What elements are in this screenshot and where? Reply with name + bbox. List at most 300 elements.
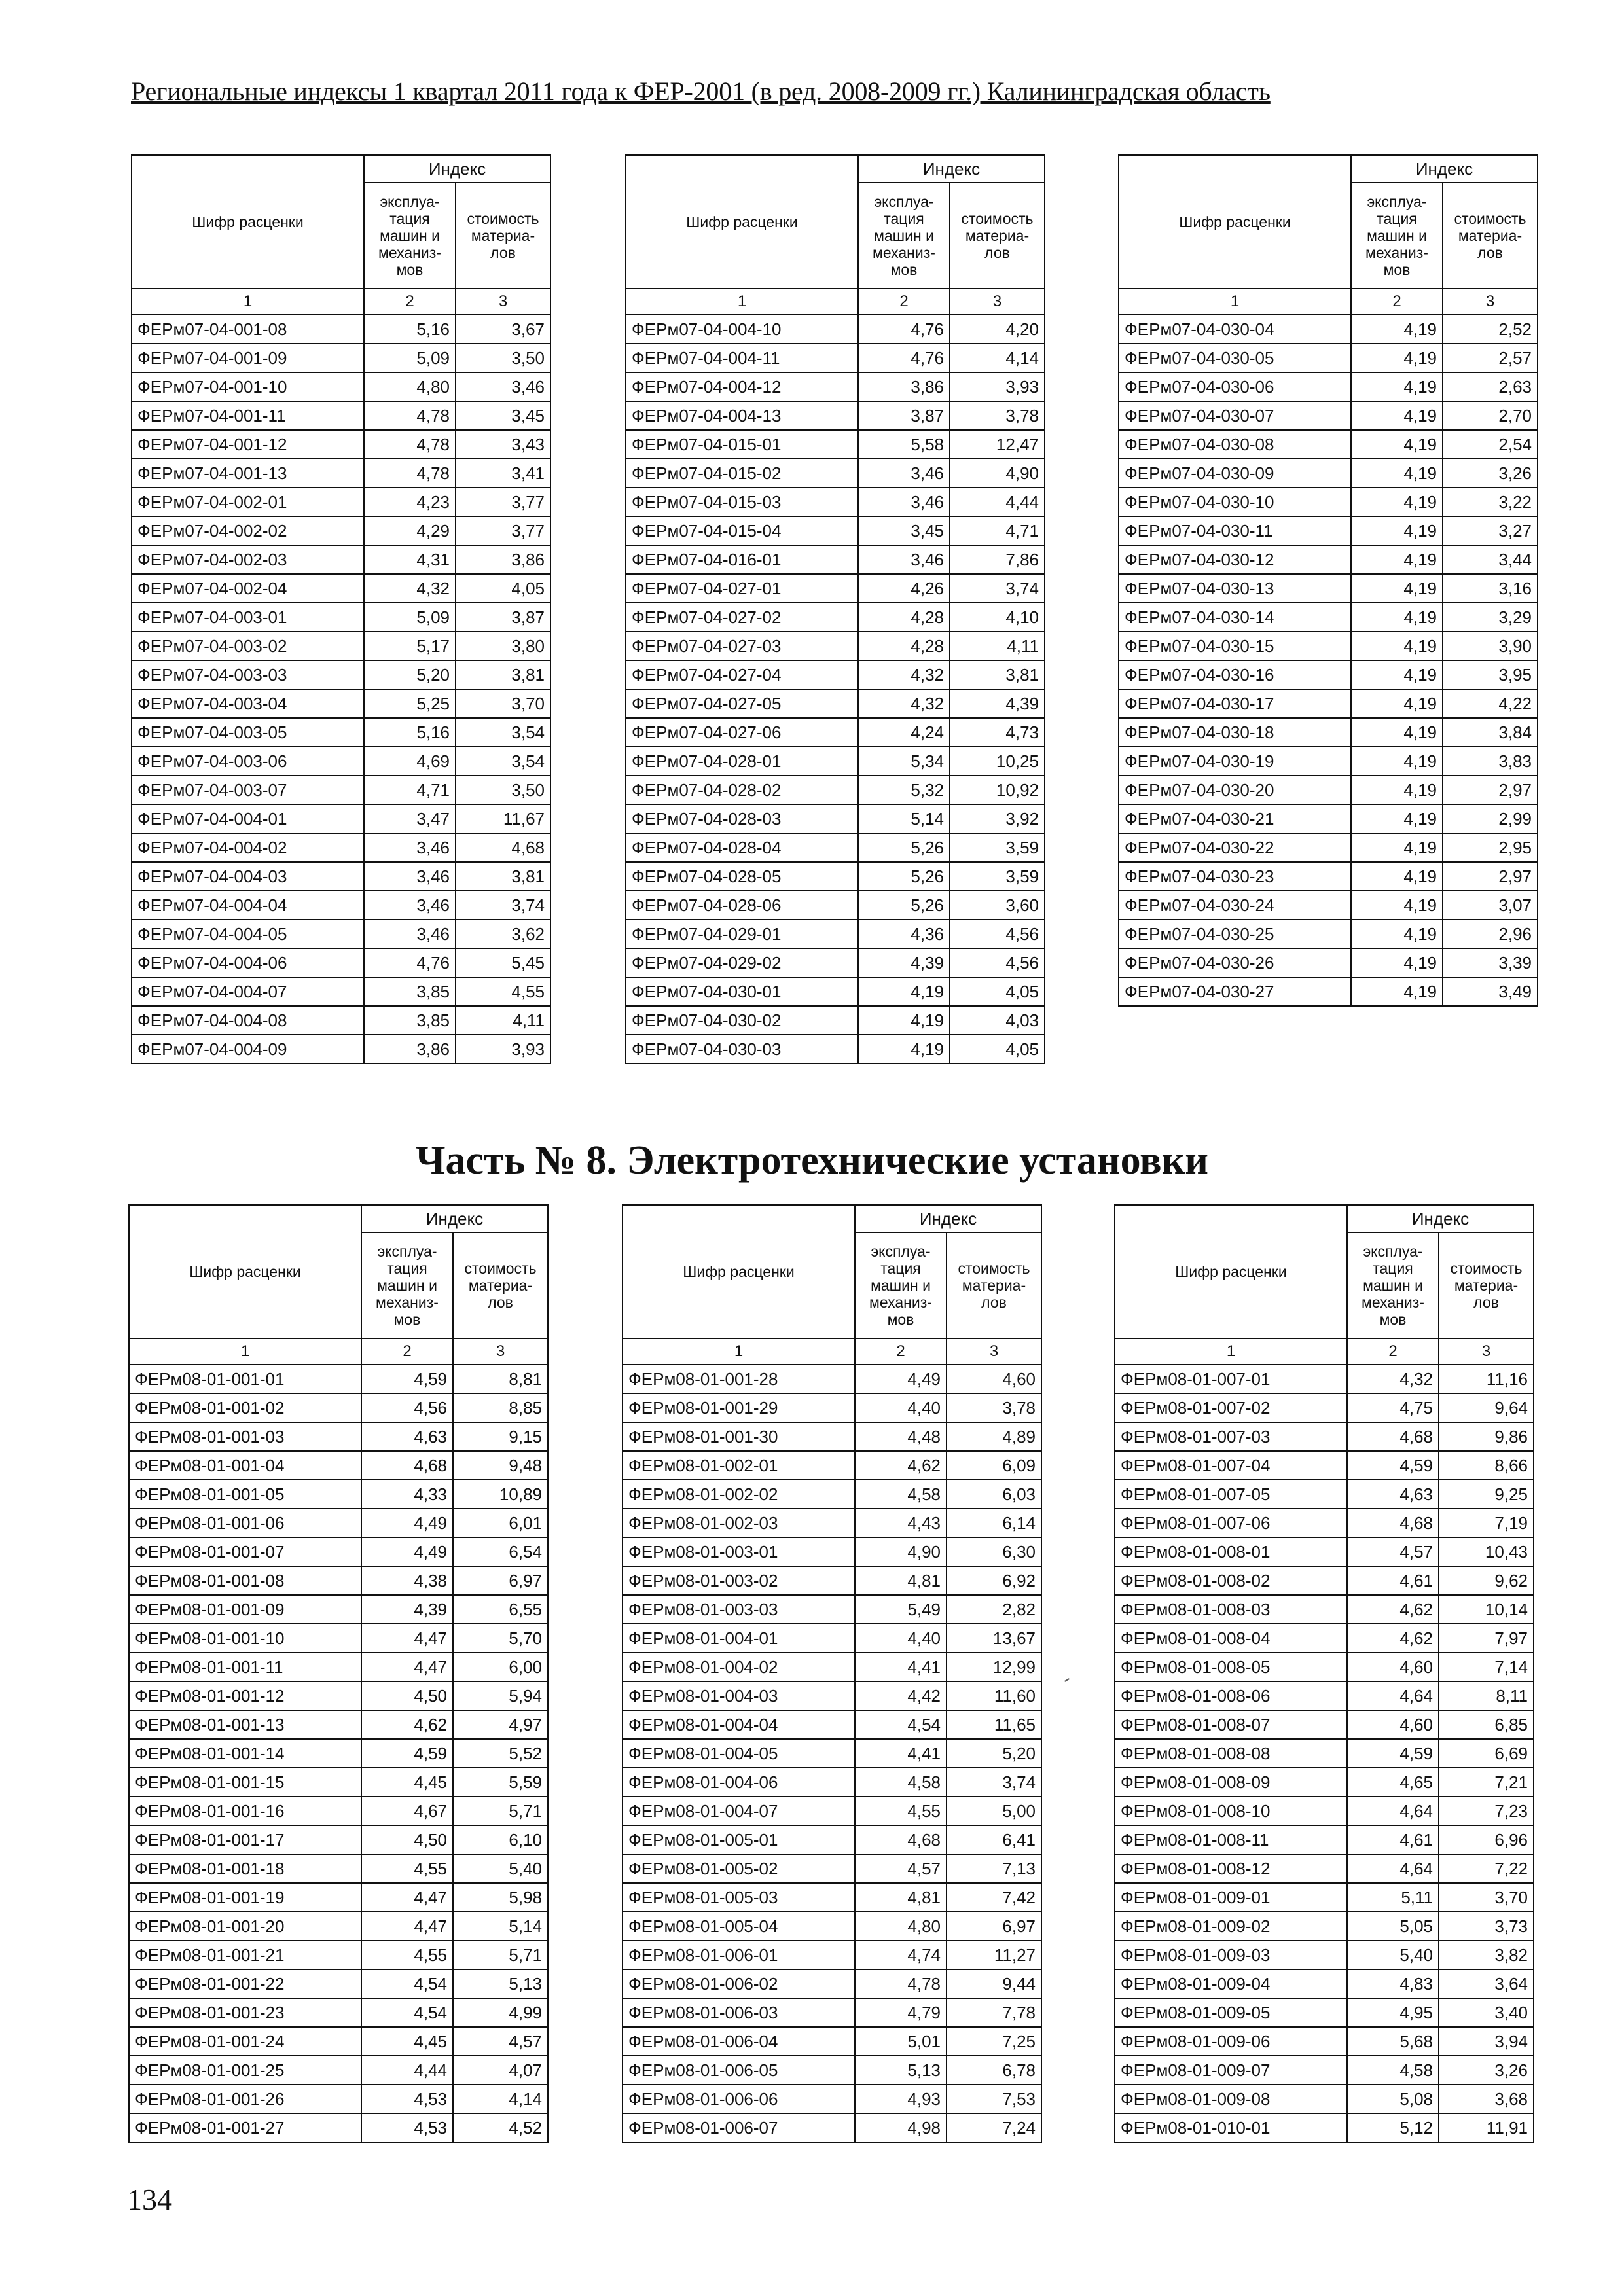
table-row xyxy=(626,920,1045,948)
materials-index: 2,97 xyxy=(1443,776,1538,804)
table-row xyxy=(626,718,1045,747)
rate-code: ФЕРм07-04-003-01 xyxy=(132,603,364,632)
materials-index: 11,65 xyxy=(947,1710,1041,1739)
table-row xyxy=(626,315,1045,344)
rate-code: ФЕРм08-01-007-02 xyxy=(1115,1393,1347,1422)
rate-code: ФЕРм07-04-002-01 xyxy=(132,488,364,516)
index-header: Индекс xyxy=(855,1205,1041,1232)
machines-index: 4,80 xyxy=(855,1912,947,1941)
machines-index: 4,47 xyxy=(361,1912,453,1941)
table-row xyxy=(1115,1595,1534,1624)
materials-index: 7,24 xyxy=(947,2113,1041,2142)
materials-index: 2,52 xyxy=(1443,315,1538,344)
rate-code: ФЕРм08-01-001-15 xyxy=(129,1768,361,1797)
table-row xyxy=(1115,2085,1534,2113)
machines-index: 4,45 xyxy=(361,1768,453,1797)
machines-index: 4,32 xyxy=(858,660,950,689)
table-row xyxy=(129,1941,548,1969)
header-row xyxy=(129,1205,548,1232)
table-row xyxy=(1115,1912,1534,1941)
machines-index: 3,46 xyxy=(858,545,950,574)
table-row xyxy=(1115,1653,1534,1681)
scan-mark xyxy=(1064,1678,1070,1682)
column-number: 2 xyxy=(1351,289,1443,315)
rate-code: ФЕРм07-04-030-12 xyxy=(1119,545,1351,574)
materials-index: 4,07 xyxy=(453,2056,548,2085)
rate-code: ФЕРм07-04-030-13 xyxy=(1119,574,1351,603)
rate-code: ФЕРм07-04-004-02 xyxy=(132,833,364,862)
table-row xyxy=(1119,660,1538,689)
materials-index: 4,89 xyxy=(947,1422,1041,1451)
table-row xyxy=(626,459,1045,488)
table-row xyxy=(1119,430,1538,459)
machines-index: 4,78 xyxy=(364,430,456,459)
rate-code: ФЕРм07-04-004-05 xyxy=(132,920,364,948)
rate-code: ФЕРм07-04-027-02 xyxy=(626,603,858,632)
materials-index: 3,77 xyxy=(456,488,550,516)
table-row xyxy=(626,516,1045,545)
materials-index: 3,81 xyxy=(456,660,550,689)
materials-index: 3,62 xyxy=(456,920,550,948)
machines-index: 4,19 xyxy=(1351,718,1443,747)
machines-index: 4,61 xyxy=(1347,1825,1439,1854)
table-row xyxy=(623,1566,1041,1595)
rate-table xyxy=(131,154,551,1064)
table-row xyxy=(129,2056,548,2085)
materials-index: 6,55 xyxy=(453,1595,548,1624)
machines-index: 4,50 xyxy=(361,1681,453,1710)
table-row xyxy=(129,1451,548,1480)
machines-index: 4,76 xyxy=(858,344,950,372)
header-row xyxy=(626,155,1045,183)
rate-code: ФЕРм08-01-006-05 xyxy=(623,2056,855,2085)
materials-index: 4,57 xyxy=(453,2027,548,2056)
rate-code: ФЕРм08-01-007-03 xyxy=(1115,1422,1347,1451)
materials-index: 4,10 xyxy=(950,603,1045,632)
rate-code: ФЕРм07-04-030-27 xyxy=(1119,977,1351,1006)
machines-header: эксплуа- тация машин и механиз- мов xyxy=(855,1232,947,1338)
machines-header: эксплуа- тация машин и механиз- мов xyxy=(1351,183,1443,289)
rate-code: ФЕРм07-04-030-18 xyxy=(1119,718,1351,747)
rate-code: ФЕРм07-04-004-11 xyxy=(626,344,858,372)
table-row xyxy=(1115,1422,1534,1451)
machines-index: 3,85 xyxy=(364,977,456,1006)
column-number: 2 xyxy=(1347,1338,1439,1365)
table-row xyxy=(132,689,550,718)
materials-index: 5,71 xyxy=(453,1797,548,1825)
table-row xyxy=(1119,603,1538,632)
machines-index: 4,39 xyxy=(361,1595,453,1624)
materials-index: 6,41 xyxy=(947,1825,1041,1854)
rate-code: ФЕРм08-01-003-01 xyxy=(623,1537,855,1566)
rate-code: ФЕРм07-04-030-26 xyxy=(1119,948,1351,977)
rate-code: ФЕРм07-04-028-03 xyxy=(626,804,858,833)
materials-index: 3,39 xyxy=(1443,948,1538,977)
machines-index: 4,19 xyxy=(1351,488,1443,516)
materials-index: 3,54 xyxy=(456,747,550,776)
rate-code: ФЕРм07-04-030-15 xyxy=(1119,632,1351,660)
rate-code: ФЕРм07-04-001-11 xyxy=(132,401,364,430)
rate-code: ФЕРм07-04-015-01 xyxy=(626,430,858,459)
materials-index: 3,77 xyxy=(456,516,550,545)
rate-code: ФЕРм08-01-004-05 xyxy=(623,1739,855,1768)
rate-code: ФЕРм07-04-027-05 xyxy=(626,689,858,718)
materials-index: 2,96 xyxy=(1443,920,1538,948)
machines-index: 4,26 xyxy=(858,574,950,603)
machines-index: 4,64 xyxy=(1347,1854,1439,1883)
materials-index: 6,10 xyxy=(453,1825,548,1854)
rate-code: ФЕРм08-01-001-26 xyxy=(129,2085,361,2113)
column-number: 3 xyxy=(453,1338,548,1365)
machines-index: 4,32 xyxy=(364,574,456,603)
materials-index: 8,11 xyxy=(1439,1681,1534,1710)
materials-index: 4,56 xyxy=(950,948,1045,977)
table-row xyxy=(623,1969,1041,1998)
table-row xyxy=(1119,689,1538,718)
materials-index: 10,14 xyxy=(1439,1595,1534,1624)
table-row xyxy=(626,1035,1045,1064)
table-row xyxy=(623,1710,1041,1739)
rate-code: ФЕРм08-01-009-07 xyxy=(1115,2056,1347,2085)
table-row xyxy=(132,603,550,632)
table-row xyxy=(626,603,1045,632)
machines-index: 5,40 xyxy=(1347,1941,1439,1969)
machines-index: 4,19 xyxy=(1351,920,1443,948)
materials-index: 4,39 xyxy=(950,689,1045,718)
materials-index: 3,87 xyxy=(456,603,550,632)
rate-code: ФЕРм08-01-006-02 xyxy=(623,1969,855,1998)
machines-index: 3,46 xyxy=(364,891,456,920)
rate-code: ФЕРм07-04-004-07 xyxy=(132,977,364,1006)
column-number: 1 xyxy=(1119,289,1351,315)
table-row xyxy=(1119,315,1538,344)
materials-index: 3,74 xyxy=(456,891,550,920)
materials-index: 6,03 xyxy=(947,1480,1041,1509)
table-row xyxy=(1119,747,1538,776)
machines-index: 4,19 xyxy=(1351,372,1443,401)
table-row xyxy=(129,1969,548,1998)
table-row xyxy=(623,1509,1041,1537)
materials-index: 8,66 xyxy=(1439,1451,1534,1480)
table-row xyxy=(129,1797,548,1825)
machines-index: 4,31 xyxy=(364,545,456,574)
materials-index: 9,15 xyxy=(453,1422,548,1451)
machines-index: 3,86 xyxy=(858,372,950,401)
machines-index: 5,49 xyxy=(855,1595,947,1624)
rate-code: ФЕРм07-04-004-04 xyxy=(132,891,364,920)
table-row xyxy=(129,1883,548,1912)
machines-index: 4,19 xyxy=(1351,344,1443,372)
rate-code: ФЕРм07-04-004-03 xyxy=(132,862,364,891)
machines-index: 4,78 xyxy=(364,459,456,488)
table-row xyxy=(132,401,550,430)
table-row xyxy=(1119,372,1538,401)
rate-code: ФЕРм08-01-001-17 xyxy=(129,1825,361,1854)
machines-index: 5,26 xyxy=(858,862,950,891)
rate-code: ФЕРм07-04-030-16 xyxy=(1119,660,1351,689)
index-header: Индекс xyxy=(364,155,550,183)
machines-index: 5,34 xyxy=(858,747,950,776)
header-row xyxy=(623,1205,1041,1232)
machines-index: 4,79 xyxy=(855,1998,947,2027)
table-row xyxy=(626,833,1045,862)
rate-code: ФЕРм08-01-005-02 xyxy=(623,1854,855,1883)
table-row xyxy=(129,1998,548,2027)
rate-code: ФЕРм08-01-008-07 xyxy=(1115,1710,1347,1739)
machines-index: 4,59 xyxy=(361,1365,453,1393)
rate-code: ФЕРм08-01-001-01 xyxy=(129,1365,361,1393)
materials-index: 3,86 xyxy=(456,545,550,574)
table-row xyxy=(623,1681,1041,1710)
table-row xyxy=(129,1393,548,1422)
machines-index: 5,11 xyxy=(1347,1883,1439,1912)
machines-index: 4,95 xyxy=(1347,1998,1439,2027)
table-row xyxy=(623,1365,1041,1393)
table-row xyxy=(626,545,1045,574)
table-row xyxy=(1119,920,1538,948)
table-row xyxy=(623,1451,1041,1480)
machines-index: 3,86 xyxy=(364,1035,456,1064)
materials-index: 3,67 xyxy=(456,315,550,344)
table-row xyxy=(623,1998,1041,2027)
rate-code: ФЕРм08-01-004-02 xyxy=(623,1653,855,1681)
materials-index: 4,97 xyxy=(453,1710,548,1739)
machines-index: 5,09 xyxy=(364,344,456,372)
table-row xyxy=(623,1480,1041,1509)
table-row xyxy=(623,2113,1041,2142)
column-number-row xyxy=(626,289,1045,315)
page-number: 134 xyxy=(127,2183,172,2216)
materials-index: 6,97 xyxy=(453,1566,548,1595)
table-row xyxy=(626,401,1045,430)
materials-index: 6,00 xyxy=(453,1653,548,1681)
table-row xyxy=(626,862,1045,891)
materials-index: 4,44 xyxy=(950,488,1045,516)
table-row xyxy=(623,1883,1041,1912)
table-row xyxy=(1115,1480,1534,1509)
table-row xyxy=(623,1825,1041,1854)
materials-index: 7,25 xyxy=(947,2027,1041,2056)
machines-header: эксплуа- тация машин и механиз- мов xyxy=(1347,1232,1439,1338)
materials-index: 4,73 xyxy=(950,718,1045,747)
table-row xyxy=(1115,1681,1534,1710)
rate-code: ФЕРм07-04-030-07 xyxy=(1119,401,1351,430)
rate-code: ФЕРм08-01-007-05 xyxy=(1115,1480,1347,1509)
machines-index: 3,46 xyxy=(364,833,456,862)
materials-index: 4,60 xyxy=(947,1365,1041,1393)
rate-code: ФЕРм08-01-004-04 xyxy=(623,1710,855,1739)
table-row xyxy=(132,977,550,1006)
rate-code: ФЕРм07-04-030-17 xyxy=(1119,689,1351,718)
table-row xyxy=(129,1365,548,1393)
materials-index: 2,82 xyxy=(947,1595,1041,1624)
table-row xyxy=(1115,1797,1534,1825)
machines-index: 5,26 xyxy=(858,833,950,862)
materials-index: 10,92 xyxy=(950,776,1045,804)
column-number: 3 xyxy=(1443,289,1538,315)
table-row xyxy=(1115,1451,1534,1480)
page-header: Региональные индексы 1 квартал 2011 года к ФЕР-2001 (в ред. 2008-2009 гг.) Калининградская область xyxy=(131,77,1271,106)
machines-index: 3,46 xyxy=(858,459,950,488)
machines-index: 4,19 xyxy=(1351,545,1443,574)
machines-index: 4,28 xyxy=(858,603,950,632)
machines-index: 4,19 xyxy=(1351,833,1443,862)
materials-header: стоимость материа- лов xyxy=(1443,183,1538,289)
column-number-row xyxy=(132,289,550,315)
machines-index: 4,19 xyxy=(1351,430,1443,459)
materials-index: 4,68 xyxy=(456,833,550,862)
materials-index: 3,59 xyxy=(950,833,1045,862)
materials-index: 6,14 xyxy=(947,1509,1041,1537)
rate-code: ФЕРм07-04-030-20 xyxy=(1119,776,1351,804)
machines-index: 4,36 xyxy=(858,920,950,948)
table-row xyxy=(132,1006,550,1035)
cipher-header: Шифр расценки xyxy=(623,1205,855,1338)
rate-code: ФЕРм08-01-004-06 xyxy=(623,1768,855,1797)
header-row xyxy=(1119,155,1538,183)
rate-code: ФЕРм08-01-008-12 xyxy=(1115,1854,1347,1883)
rate-code: ФЕРм07-04-030-11 xyxy=(1119,516,1351,545)
rate-code: ФЕРм08-01-008-01 xyxy=(1115,1537,1347,1566)
machines-index: 4,23 xyxy=(364,488,456,516)
table-row xyxy=(129,1537,548,1566)
machines-index: 5,14 xyxy=(858,804,950,833)
rate-code: ФЕРм07-04-030-24 xyxy=(1119,891,1351,920)
materials-index: 3,83 xyxy=(1443,747,1538,776)
rate-code: ФЕРм08-01-001-28 xyxy=(623,1365,855,1393)
rate-table xyxy=(622,1204,1042,2143)
machines-index: 3,46 xyxy=(858,488,950,516)
rate-code: ФЕРм07-04-004-09 xyxy=(132,1035,364,1064)
rate-code: ФЕРм07-04-028-01 xyxy=(626,747,858,776)
machines-index: 4,50 xyxy=(361,1825,453,1854)
machines-index: 4,62 xyxy=(1347,1595,1439,1624)
column-number: 2 xyxy=(855,1338,947,1365)
column-number-row xyxy=(1115,1338,1534,1365)
materials-index: 11,91 xyxy=(1439,2113,1534,2142)
machines-index: 4,49 xyxy=(361,1509,453,1537)
cipher-header: Шифр расценки xyxy=(1115,1205,1347,1338)
rate-code: ФЕРм07-04-030-08 xyxy=(1119,430,1351,459)
materials-index: 3,70 xyxy=(456,689,550,718)
column-number: 2 xyxy=(361,1338,453,1365)
rate-code: ФЕРм07-04-030-25 xyxy=(1119,920,1351,948)
machines-index: 4,59 xyxy=(1347,1451,1439,1480)
table-row xyxy=(1119,891,1538,920)
rate-code: ФЕРм08-01-006-07 xyxy=(623,2113,855,2142)
machines-index: 4,19 xyxy=(1351,660,1443,689)
index-header: Индекс xyxy=(858,155,1045,183)
table-row xyxy=(626,977,1045,1006)
machines-index: 3,87 xyxy=(858,401,950,430)
machines-index: 3,85 xyxy=(364,1006,456,1035)
machines-index: 4,19 xyxy=(1351,516,1443,545)
rate-code: ФЕРм08-01-006-04 xyxy=(623,2027,855,2056)
machines-index: 5,20 xyxy=(364,660,456,689)
machines-index: 5,16 xyxy=(364,315,456,344)
materials-index: 4,99 xyxy=(453,1998,548,2027)
table-row xyxy=(1119,948,1538,977)
rate-code: ФЕРм07-04-027-03 xyxy=(626,632,858,660)
table-row xyxy=(626,430,1045,459)
index-header: Индекс xyxy=(361,1205,548,1232)
rate-code: ФЕРм08-01-008-05 xyxy=(1115,1653,1347,1681)
materials-index: 6,69 xyxy=(1439,1739,1534,1768)
machines-index: 4,68 xyxy=(1347,1509,1439,1537)
rate-code: ФЕРм07-04-030-04 xyxy=(1119,315,1351,344)
machines-index: 4,57 xyxy=(1347,1537,1439,1566)
table-row xyxy=(132,1035,550,1064)
rate-code: ФЕРм08-01-007-06 xyxy=(1115,1509,1347,1537)
table-row xyxy=(626,488,1045,516)
machines-index: 4,76 xyxy=(858,315,950,344)
materials-index: 4,03 xyxy=(950,1006,1045,1035)
index-header: Индекс xyxy=(1351,155,1538,183)
machines-index: 4,19 xyxy=(1351,776,1443,804)
machines-index: 4,75 xyxy=(1347,1393,1439,1422)
materials-index: 9,48 xyxy=(453,1451,548,1480)
machines-index: 4,55 xyxy=(855,1797,947,1825)
rate-code: ФЕРм08-01-001-19 xyxy=(129,1883,361,1912)
machines-index: 4,24 xyxy=(858,718,950,747)
machines-index: 4,19 xyxy=(1351,862,1443,891)
rate-code: ФЕРм07-04-003-04 xyxy=(132,689,364,718)
rate-code: ФЕРм07-04-004-08 xyxy=(132,1006,364,1035)
machines-index: 5,26 xyxy=(858,891,950,920)
materials-index: 6,78 xyxy=(947,2056,1041,2085)
materials-index: 4,05 xyxy=(950,977,1045,1006)
materials-index: 3,93 xyxy=(456,1035,550,1064)
table-row xyxy=(623,1797,1041,1825)
materials-index: 7,53 xyxy=(947,2085,1041,2113)
materials-index: 5,71 xyxy=(453,1941,548,1969)
materials-index: 9,25 xyxy=(1439,1480,1534,1509)
machines-index: 4,65 xyxy=(1347,1768,1439,1797)
rate-code: ФЕРм07-04-030-19 xyxy=(1119,747,1351,776)
materials-index: 7,21 xyxy=(1439,1768,1534,1797)
rate-code: ФЕРм08-01-001-20 xyxy=(129,1912,361,1941)
materials-index: 12,47 xyxy=(950,430,1045,459)
rate-code: ФЕРм08-01-001-08 xyxy=(129,1566,361,1595)
rate-code: ФЕРм08-01-001-16 xyxy=(129,1797,361,1825)
materials-index: 3,74 xyxy=(950,574,1045,603)
table-row xyxy=(623,2085,1041,2113)
rate-code: ФЕРм07-04-030-14 xyxy=(1119,603,1351,632)
rate-table xyxy=(1118,154,1538,1007)
materials-index: 8,81 xyxy=(453,1365,548,1393)
machines-index: 4,54 xyxy=(361,1998,453,2027)
table-row xyxy=(132,660,550,689)
materials-index: 9,86 xyxy=(1439,1422,1534,1451)
machines-index: 4,19 xyxy=(1351,977,1443,1006)
machines-index: 4,39 xyxy=(858,948,950,977)
table-row xyxy=(626,1006,1045,1035)
machines-index: 4,49 xyxy=(855,1365,947,1393)
materials-header: стоимость материа- лов xyxy=(1439,1232,1534,1338)
table-row xyxy=(132,545,550,574)
materials-index: 7,86 xyxy=(950,545,1045,574)
rate-code: ФЕРм07-04-030-01 xyxy=(626,977,858,1006)
table-row xyxy=(623,2027,1041,2056)
materials-index: 6,85 xyxy=(1439,1710,1534,1739)
materials-index: 7,14 xyxy=(1439,1653,1534,1681)
machines-index: 4,49 xyxy=(361,1537,453,1566)
rate-code: ФЕРм07-04-003-02 xyxy=(132,632,364,660)
column-number: 2 xyxy=(364,289,456,315)
machines-index: 4,74 xyxy=(855,1941,947,1969)
table-row xyxy=(132,372,550,401)
materials-index: 2,63 xyxy=(1443,372,1538,401)
